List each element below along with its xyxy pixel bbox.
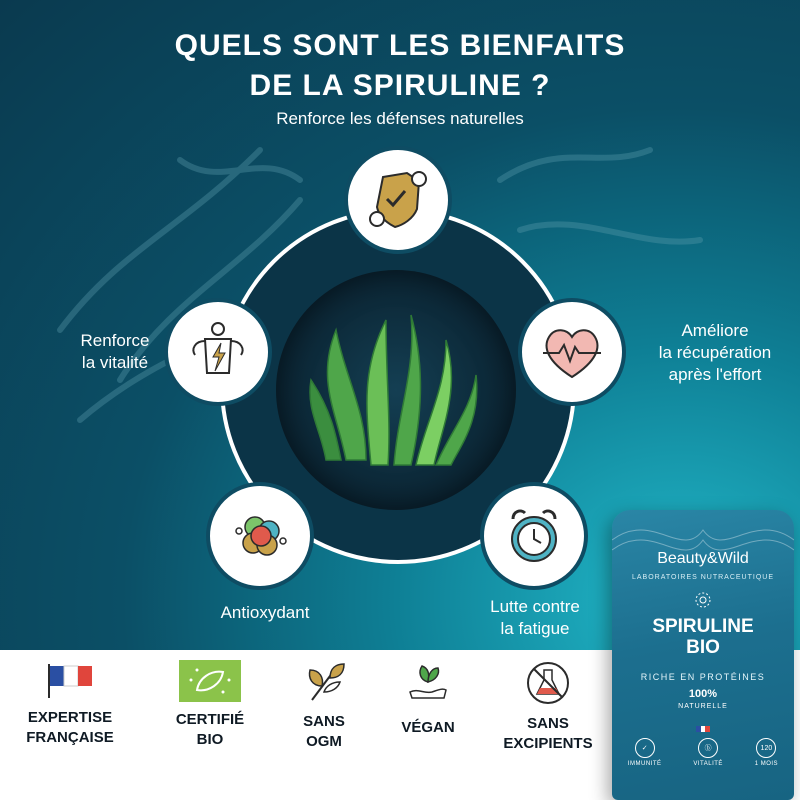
badge-no-excipients-line-1: SANS (527, 715, 569, 732)
product-name (612, 616, 794, 658)
badge-vegan-line-1: VÉGAN (401, 719, 455, 736)
benefit-vitality-label (70, 330, 160, 374)
pouch-immunity (628, 738, 662, 767)
french-flag-icon (45, 660, 95, 700)
mandala-icon (693, 590, 713, 610)
molecules-icon (225, 501, 295, 571)
badge-organic-line-2: BIO (196, 731, 224, 748)
heart-pulse-icon (537, 317, 607, 387)
benefit-recovery-line-3: après l'effort (668, 365, 762, 384)
brand-logo: Beauty&Wild (657, 550, 749, 567)
badge-no-excipients-line-2: EXCIPIENTS (503, 735, 593, 752)
benefit-fatigue-line-1: Lutte contre (490, 597, 580, 616)
benefit-recovery-circle (518, 298, 626, 406)
spirulina-core (276, 270, 516, 510)
badge-no-gmo-line-2: OGM (306, 733, 342, 750)
product-name-line-1: SPIRULINE (652, 616, 754, 637)
badge-vegan (358, 660, 498, 738)
product-natural: NATURELLE (678, 703, 728, 710)
pouch-month-label: 1 MOIS (754, 761, 779, 767)
badge-organic-line-1: CERTIFIÉ (175, 711, 245, 728)
shield-virus-icon (363, 165, 433, 235)
benefit-recovery-line-1: Améliore (681, 321, 749, 340)
vegan-hand-icon (406, 660, 450, 704)
no-flask-icon (525, 660, 571, 706)
pouch-month (755, 738, 778, 767)
benefit-fatigue-circle (480, 482, 588, 590)
benefit-vitality-circle (164, 298, 272, 406)
product-name-line-2: BIO (686, 637, 720, 658)
badge-french-line-1: EXPERTISE (27, 709, 113, 726)
check-shield-icon: ✓ (635, 738, 655, 758)
pouch-vitality-label: VITALITÉ (693, 761, 723, 767)
strong-body-bolt-icon (183, 317, 253, 387)
pouch-vitality (693, 738, 723, 767)
badge-no-gmo-line-1: SANS (303, 713, 345, 730)
benefit-fatigue-label (480, 596, 590, 640)
benefit-antioxidant-label: Antioxydant (220, 603, 310, 622)
product-claim: RICHE EN PROTÉINES (640, 672, 766, 682)
count-icon: 120 (756, 738, 776, 758)
badge-no-excipients (478, 660, 618, 754)
benefit-fatigue-line-2: la fatigue (500, 619, 570, 638)
pouch-immunity-label: IMMUNITÉ (627, 761, 662, 767)
benefit-immune-circle (344, 146, 452, 254)
brand-tagline: LABORATOIRES NUTRACEUTIQUE (631, 574, 775, 581)
pouch-flag-icon (696, 726, 710, 732)
badge-organic-label (176, 710, 244, 750)
product-percent: 100% (688, 688, 718, 700)
badge-french-line-2: FRANÇAISE (26, 729, 114, 746)
leaves-icon (302, 660, 346, 704)
badge-vegan-label (401, 718, 454, 738)
eu-organic-leaf-icon (179, 660, 241, 702)
benefit-antioxidant-circle (206, 482, 314, 590)
benefit-immune-label: Renforce les défenses naturelles (276, 109, 524, 128)
pouch-icons (612, 738, 794, 767)
headline-line-2: DE LA SPIRULINE ? (249, 69, 551, 102)
alarm-clock-icon (499, 501, 569, 571)
badge-french-expertise (0, 660, 140, 748)
benefit-vitality-line-1: Renforce (80, 331, 150, 350)
benefit-recovery-line-2: la récupération (658, 343, 772, 362)
badge-no-excipients-label (503, 714, 592, 754)
benefit-vitality-line-2: la vitalité (81, 353, 149, 372)
benefit-recovery-label (640, 320, 790, 386)
badge-no-gmo-label (303, 712, 345, 752)
seaweed-icon (276, 270, 516, 510)
vitality-icon: ⓑ (698, 738, 718, 758)
headline-line-1: QUELS SONT LES BIENFAITS (174, 29, 626, 62)
badge-french-label (26, 708, 114, 748)
product-pouch (612, 510, 794, 800)
